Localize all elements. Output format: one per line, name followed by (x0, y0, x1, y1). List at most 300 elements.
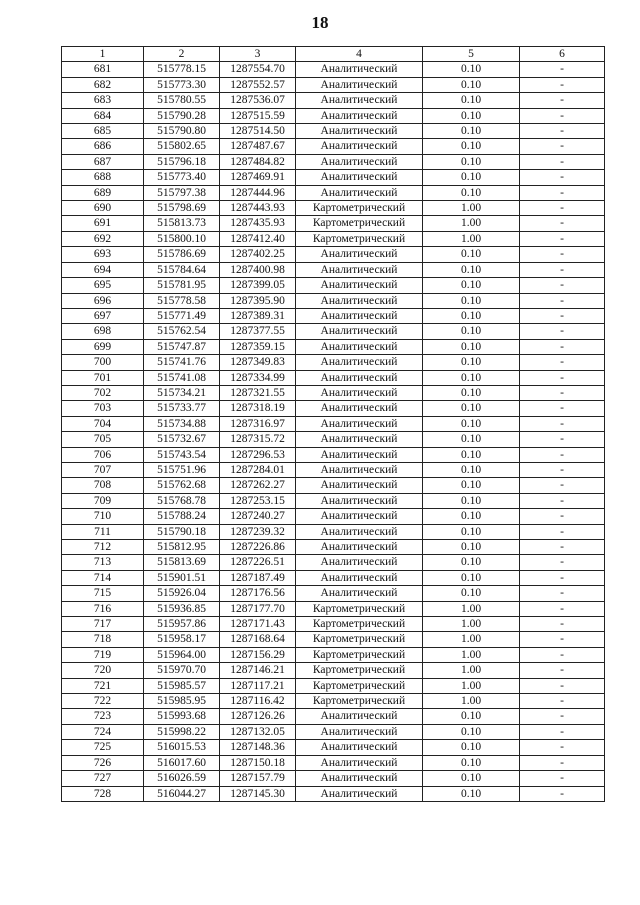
accuracy-cell: 0.10 (423, 586, 520, 601)
y-coordinate-cell: 1287146.21 (220, 663, 296, 678)
method-cell: Аналитический (296, 308, 423, 323)
method-cell: Аналитический (296, 509, 423, 524)
note-cell: - (520, 416, 605, 431)
accuracy-cell: 1.00 (423, 678, 520, 693)
note-cell: - (520, 216, 605, 231)
note-cell: - (520, 432, 605, 447)
x-coordinate-cell: 515901.51 (144, 570, 220, 585)
x-coordinate-cell: 515773.30 (144, 77, 220, 92)
point-number-cell: 712 (62, 540, 144, 555)
point-number-cell: 684 (62, 108, 144, 123)
x-coordinate-cell: 515998.22 (144, 724, 220, 739)
point-number-cell: 707 (62, 462, 144, 477)
method-cell: Аналитический (296, 62, 423, 77)
x-coordinate-cell: 515741.08 (144, 370, 220, 385)
table-row (62, 293, 605, 308)
note-cell: - (520, 555, 605, 570)
point-number-cell: 692 (62, 231, 144, 246)
y-coordinate-cell: 1287126.26 (220, 709, 296, 724)
x-coordinate-cell: 515762.68 (144, 478, 220, 493)
y-coordinate-cell: 1287554.70 (220, 62, 296, 77)
point-number-cell: 694 (62, 262, 144, 277)
table-row (62, 540, 605, 555)
y-coordinate-cell: 1287377.55 (220, 324, 296, 339)
accuracy-cell: 0.10 (423, 324, 520, 339)
y-coordinate-cell: 1287177.70 (220, 601, 296, 616)
accuracy-cell: 0.10 (423, 278, 520, 293)
table-row (62, 201, 605, 216)
column-header: 4 (296, 47, 423, 62)
note-cell: - (520, 540, 605, 555)
method-cell: Аналитический (296, 493, 423, 508)
accuracy-cell: 1.00 (423, 216, 520, 231)
table-row (62, 462, 605, 477)
table-row (62, 108, 605, 123)
table-row (62, 771, 605, 786)
table-row (62, 77, 605, 92)
accuracy-cell: 0.10 (423, 447, 520, 462)
x-coordinate-cell: 515993.68 (144, 709, 220, 724)
y-coordinate-cell: 1287132.05 (220, 724, 296, 739)
note-cell: - (520, 678, 605, 693)
note-cell: - (520, 355, 605, 370)
x-coordinate-cell: 516015.53 (144, 740, 220, 755)
note-cell: - (520, 170, 605, 185)
method-cell: Аналитический (296, 339, 423, 354)
method-cell: Аналитический (296, 93, 423, 108)
x-coordinate-cell: 515747.87 (144, 339, 220, 354)
note-cell: - (520, 617, 605, 632)
table-row (62, 308, 605, 323)
accuracy-cell: 0.10 (423, 370, 520, 385)
table-row (62, 231, 605, 246)
point-number-cell: 688 (62, 170, 144, 185)
accuracy-cell: 0.10 (423, 555, 520, 570)
y-coordinate-cell: 1287171.43 (220, 617, 296, 632)
y-coordinate-cell: 1287536.07 (220, 93, 296, 108)
method-cell: Аналитический (296, 370, 423, 385)
note-cell: - (520, 308, 605, 323)
method-cell: Аналитический (296, 709, 423, 724)
x-coordinate-cell: 515781.95 (144, 278, 220, 293)
x-coordinate-cell: 515985.57 (144, 678, 220, 693)
x-coordinate-cell: 515762.54 (144, 324, 220, 339)
table-row (62, 355, 605, 370)
point-number-cell: 704 (62, 416, 144, 431)
point-number-cell: 695 (62, 278, 144, 293)
y-coordinate-cell: 1287239.32 (220, 524, 296, 539)
y-coordinate-cell: 1287226.86 (220, 540, 296, 555)
x-coordinate-cell: 515751.96 (144, 462, 220, 477)
point-number-cell: 683 (62, 93, 144, 108)
point-number-cell: 725 (62, 740, 144, 755)
note-cell: - (520, 601, 605, 616)
point-number-cell: 689 (62, 185, 144, 200)
note-cell: - (520, 278, 605, 293)
x-coordinate-cell: 515802.65 (144, 139, 220, 154)
table-row (62, 401, 605, 416)
note-cell: - (520, 62, 605, 77)
method-cell: Аналитический (296, 355, 423, 370)
accuracy-cell: 0.10 (423, 462, 520, 477)
note-cell: - (520, 694, 605, 709)
accuracy-cell: 0.10 (423, 139, 520, 154)
accuracy-cell: 1.00 (423, 694, 520, 709)
accuracy-cell: 0.10 (423, 724, 520, 739)
x-coordinate-cell: 515800.10 (144, 231, 220, 246)
y-coordinate-cell: 1287316.97 (220, 416, 296, 431)
point-number-cell: 703 (62, 401, 144, 416)
note-cell: - (520, 632, 605, 647)
accuracy-cell: 0.10 (423, 185, 520, 200)
method-cell: Аналитический (296, 771, 423, 786)
table-row (62, 154, 605, 169)
x-coordinate-cell: 515797.38 (144, 185, 220, 200)
point-number-cell: 693 (62, 247, 144, 262)
column-header: 6 (520, 47, 605, 62)
point-number-cell: 681 (62, 62, 144, 77)
method-cell: Аналитический (296, 586, 423, 601)
method-cell: Картометрический (296, 201, 423, 216)
note-cell: - (520, 139, 605, 154)
accuracy-cell: 1.00 (423, 647, 520, 662)
x-coordinate-cell: 515813.69 (144, 555, 220, 570)
point-number-cell: 702 (62, 385, 144, 400)
method-cell: Аналитический (296, 139, 423, 154)
x-coordinate-cell: 515796.18 (144, 154, 220, 169)
point-number-cell: 701 (62, 370, 144, 385)
accuracy-cell: 1.00 (423, 201, 520, 216)
accuracy-cell: 1.00 (423, 617, 520, 632)
point-number-cell: 709 (62, 493, 144, 508)
table-row (62, 524, 605, 539)
note-cell: - (520, 771, 605, 786)
table-row (62, 339, 605, 354)
table-row (62, 586, 605, 601)
x-coordinate-cell: 515790.80 (144, 124, 220, 139)
table-row (62, 755, 605, 770)
note-cell: - (520, 786, 605, 801)
accuracy-cell: 0.10 (423, 432, 520, 447)
x-coordinate-cell: 515768.78 (144, 493, 220, 508)
y-coordinate-cell: 1287150.18 (220, 755, 296, 770)
y-coordinate-cell: 1287552.57 (220, 77, 296, 92)
column-header: 1 (62, 47, 144, 62)
accuracy-cell: 0.10 (423, 62, 520, 77)
point-number-cell: 718 (62, 632, 144, 647)
accuracy-cell: 0.10 (423, 524, 520, 539)
column-header: 2 (144, 47, 220, 62)
method-cell: Картометрический (296, 216, 423, 231)
y-coordinate-cell: 1287443.93 (220, 201, 296, 216)
point-number-cell: 727 (62, 771, 144, 786)
y-coordinate-cell: 1287435.93 (220, 216, 296, 231)
note-cell: - (520, 77, 605, 92)
y-coordinate-cell: 1287402.25 (220, 247, 296, 262)
x-coordinate-cell: 515732.67 (144, 432, 220, 447)
accuracy-cell: 0.10 (423, 786, 520, 801)
note-cell: - (520, 709, 605, 724)
method-cell: Аналитический (296, 416, 423, 431)
x-coordinate-cell: 515784.64 (144, 262, 220, 277)
method-cell: Аналитический (296, 124, 423, 139)
x-coordinate-cell: 515778.15 (144, 62, 220, 77)
method-cell: Аналитический (296, 278, 423, 293)
x-coordinate-cell: 515957.86 (144, 617, 220, 632)
y-coordinate-cell: 1287399.05 (220, 278, 296, 293)
table-row (62, 416, 605, 431)
table-row (62, 278, 605, 293)
point-number-cell: 690 (62, 201, 144, 216)
note-cell: - (520, 740, 605, 755)
method-cell: Аналитический (296, 478, 423, 493)
accuracy-cell: 0.10 (423, 93, 520, 108)
point-number-cell: 706 (62, 447, 144, 462)
table-row (62, 170, 605, 185)
table-row (62, 694, 605, 709)
coordinates-table (61, 46, 605, 802)
accuracy-cell: 0.10 (423, 478, 520, 493)
method-cell: Аналитический (296, 555, 423, 570)
accuracy-cell: 0.10 (423, 509, 520, 524)
point-number-cell: 696 (62, 293, 144, 308)
method-cell: Картометрический (296, 601, 423, 616)
point-number-cell: 685 (62, 124, 144, 139)
table-header (62, 47, 605, 62)
table-row (62, 370, 605, 385)
method-cell: Аналитический (296, 108, 423, 123)
column-header: 3 (220, 47, 296, 62)
y-coordinate-cell: 1287168.64 (220, 632, 296, 647)
method-cell: Аналитический (296, 524, 423, 539)
accuracy-cell: 0.10 (423, 401, 520, 416)
accuracy-cell: 0.10 (423, 108, 520, 123)
accuracy-cell: 0.10 (423, 493, 520, 508)
point-number-cell: 687 (62, 154, 144, 169)
table-row (62, 262, 605, 277)
note-cell: - (520, 401, 605, 416)
accuracy-cell: 0.10 (423, 355, 520, 370)
point-number-cell: 711 (62, 524, 144, 539)
x-coordinate-cell: 515741.76 (144, 355, 220, 370)
table-row (62, 124, 605, 139)
note-cell: - (520, 262, 605, 277)
x-coordinate-cell: 515936.85 (144, 601, 220, 616)
table-row (62, 740, 605, 755)
method-cell: Картометрический (296, 694, 423, 709)
y-coordinate-cell: 1287296.53 (220, 447, 296, 462)
y-coordinate-cell: 1287359.15 (220, 339, 296, 354)
y-coordinate-cell: 1287226.51 (220, 555, 296, 570)
x-coordinate-cell: 516017.60 (144, 755, 220, 770)
accuracy-cell: 0.10 (423, 771, 520, 786)
table-row (62, 216, 605, 231)
y-coordinate-cell: 1287240.27 (220, 509, 296, 524)
table-row (62, 139, 605, 154)
accuracy-cell: 0.10 (423, 124, 520, 139)
x-coordinate-cell: 515812.95 (144, 540, 220, 555)
method-cell: Аналитический (296, 77, 423, 92)
x-coordinate-cell: 515985.95 (144, 694, 220, 709)
accuracy-cell: 0.10 (423, 293, 520, 308)
y-coordinate-cell: 1287284.01 (220, 462, 296, 477)
y-coordinate-cell: 1287444.96 (220, 185, 296, 200)
note-cell: - (520, 185, 605, 200)
table-body (62, 62, 605, 802)
accuracy-cell: 0.10 (423, 385, 520, 400)
note-cell: - (520, 478, 605, 493)
x-coordinate-cell: 515773.40 (144, 170, 220, 185)
y-coordinate-cell: 1287116.42 (220, 694, 296, 709)
point-number-cell: 686 (62, 139, 144, 154)
point-number-cell: 697 (62, 308, 144, 323)
y-coordinate-cell: 1287514.50 (220, 124, 296, 139)
point-number-cell: 714 (62, 570, 144, 585)
method-cell: Аналитический (296, 401, 423, 416)
y-coordinate-cell: 1287187.49 (220, 570, 296, 585)
page-number: 18 (311, 13, 329, 32)
note-cell: - (520, 108, 605, 123)
point-number-cell: 713 (62, 555, 144, 570)
y-coordinate-cell: 1287321.55 (220, 385, 296, 400)
table-row (62, 62, 605, 77)
table-row (62, 555, 605, 570)
method-cell: Аналитический (296, 154, 423, 169)
accuracy-cell: 0.10 (423, 570, 520, 585)
x-coordinate-cell: 515798.69 (144, 201, 220, 216)
table-row (62, 663, 605, 678)
x-coordinate-cell: 515970.70 (144, 663, 220, 678)
accuracy-cell: 0.10 (423, 170, 520, 185)
method-cell: Картометрический (296, 231, 423, 246)
method-cell: Аналитический (296, 293, 423, 308)
y-coordinate-cell: 1287117.21 (220, 678, 296, 693)
note-cell: - (520, 293, 605, 308)
table-header-row (62, 47, 605, 62)
y-coordinate-cell: 1287318.19 (220, 401, 296, 416)
x-coordinate-cell: 516026.59 (144, 771, 220, 786)
y-coordinate-cell: 1287349.83 (220, 355, 296, 370)
point-number-cell: 723 (62, 709, 144, 724)
point-number-cell: 682 (62, 77, 144, 92)
y-coordinate-cell: 1287253.15 (220, 493, 296, 508)
method-cell: Аналитический (296, 170, 423, 185)
method-cell: Аналитический (296, 724, 423, 739)
note-cell: - (520, 385, 605, 400)
note-cell: - (520, 755, 605, 770)
point-number-cell: 717 (62, 617, 144, 632)
x-coordinate-cell: 515790.28 (144, 108, 220, 123)
table-row (62, 247, 605, 262)
table-row (62, 570, 605, 585)
y-coordinate-cell: 1287334.99 (220, 370, 296, 385)
x-coordinate-cell: 515964.00 (144, 647, 220, 662)
x-coordinate-cell: 515926.04 (144, 586, 220, 601)
method-cell: Аналитический (296, 247, 423, 262)
y-coordinate-cell: 1287156.29 (220, 647, 296, 662)
note-cell: - (520, 462, 605, 477)
method-cell: Картометрический (296, 632, 423, 647)
accuracy-cell: 1.00 (423, 632, 520, 647)
point-number-cell: 721 (62, 678, 144, 693)
x-coordinate-cell: 515958.17 (144, 632, 220, 647)
table-row (62, 601, 605, 616)
note-cell: - (520, 724, 605, 739)
point-number-cell: 720 (62, 663, 144, 678)
table-row (62, 93, 605, 108)
y-coordinate-cell: 1287176.56 (220, 586, 296, 601)
method-cell: Картометрический (296, 678, 423, 693)
column-header: 5 (423, 47, 520, 62)
note-cell: - (520, 493, 605, 508)
accuracy-cell: 0.10 (423, 154, 520, 169)
table-row (62, 632, 605, 647)
x-coordinate-cell: 515788.24 (144, 509, 220, 524)
method-cell: Аналитический (296, 570, 423, 585)
table-row (62, 617, 605, 632)
point-number-cell: 698 (62, 324, 144, 339)
note-cell: - (520, 447, 605, 462)
table-row (62, 678, 605, 693)
note-cell: - (520, 339, 605, 354)
method-cell: Аналитический (296, 755, 423, 770)
table-row (62, 493, 605, 508)
table-row (62, 385, 605, 400)
point-number-cell: 699 (62, 339, 144, 354)
y-coordinate-cell: 1287487.67 (220, 139, 296, 154)
y-coordinate-cell: 1287157.79 (220, 771, 296, 786)
method-cell: Аналитический (296, 462, 423, 477)
point-number-cell: 700 (62, 355, 144, 370)
note-cell: - (520, 509, 605, 524)
point-number-cell: 722 (62, 694, 144, 709)
accuracy-cell: 1.00 (423, 231, 520, 246)
method-cell: Картометрический (296, 647, 423, 662)
point-number-cell: 728 (62, 786, 144, 801)
accuracy-cell: 1.00 (423, 663, 520, 678)
y-coordinate-cell: 1287148.36 (220, 740, 296, 755)
y-coordinate-cell: 1287400.98 (220, 262, 296, 277)
y-coordinate-cell: 1287484.82 (220, 154, 296, 169)
x-coordinate-cell: 515786.69 (144, 247, 220, 262)
note-cell: - (520, 570, 605, 585)
point-number-cell: 705 (62, 432, 144, 447)
point-number-cell: 691 (62, 216, 144, 231)
method-cell: Картометрический (296, 663, 423, 678)
accuracy-cell: 1.00 (423, 601, 520, 616)
note-cell: - (520, 324, 605, 339)
table-row (62, 447, 605, 462)
method-cell: Аналитический (296, 385, 423, 400)
note-cell: - (520, 93, 605, 108)
note-cell: - (520, 247, 605, 262)
point-number-cell: 719 (62, 647, 144, 662)
note-cell: - (520, 154, 605, 169)
table-row (62, 509, 605, 524)
y-coordinate-cell: 1287395.90 (220, 293, 296, 308)
y-coordinate-cell: 1287315.72 (220, 432, 296, 447)
x-coordinate-cell: 515778.58 (144, 293, 220, 308)
table-row (62, 432, 605, 447)
y-coordinate-cell: 1287469.91 (220, 170, 296, 185)
note-cell: - (520, 586, 605, 601)
table-row (62, 324, 605, 339)
table-row (62, 786, 605, 801)
accuracy-cell: 0.10 (423, 339, 520, 354)
point-number-cell: 710 (62, 509, 144, 524)
x-coordinate-cell: 515790.18 (144, 524, 220, 539)
point-number-cell: 724 (62, 724, 144, 739)
